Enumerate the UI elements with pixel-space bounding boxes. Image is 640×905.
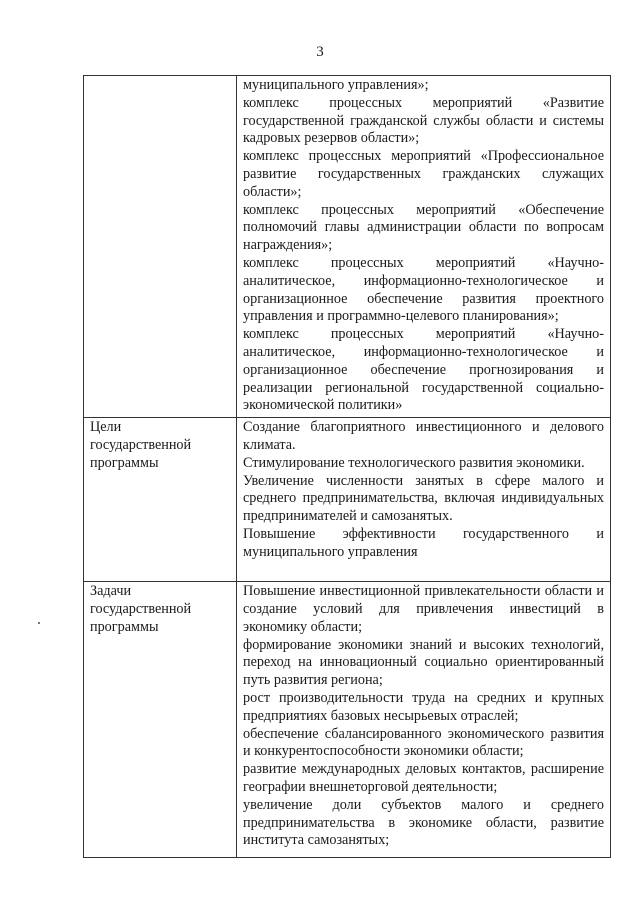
content-paragraph: Повышение эффективности государственного и муниципального управления <box>243 525 604 560</box>
page-number: 3 <box>316 44 324 60</box>
label-line: Цели <box>90 419 122 436</box>
table-row-continuation <box>84 76 611 418</box>
label-line: государственной <box>90 436 192 453</box>
content-paragraph: формирование экономики знаний и высоких технологий, переход на инновационный социально ориентированный путь развития региона; <box>243 636 604 689</box>
content-paragraph: комплекс процессных мероприятий «Профессиональное развитие государственных гражданских служащих области»; <box>243 148 604 200</box>
content-paragraph: Повышение инвестиционной привлекательности области и создание условий для привлечения инвестиций в экономику области; <box>243 583 604 635</box>
content-paragraph: Увеличение численности занятых в сфере малого и среднего предпринимательства, включая индивидуальных предпринимателей и самозанятых. <box>243 472 604 525</box>
content-paragraph: Создание благоприятного инвестиционного и делового климата. <box>243 419 604 453</box>
row-content <box>237 582 611 858</box>
content-paragraph: комплекс процессных мероприятий «Научно-аналитическое, информационно-технологическое и организационное обеспечение развития проектного управления и программно-целевого планирования»; <box>243 254 604 325</box>
row-content <box>237 418 611 582</box>
table-row-goals <box>84 418 611 582</box>
program-passport-table <box>83 75 611 858</box>
row-label <box>84 418 237 582</box>
row-content <box>237 76 611 418</box>
content-paragraph: комплекс процессных мероприятий «Обеспечение полномочий главы администрации области по вопросам награждения»; <box>243 201 604 254</box>
label-line: государственной <box>90 600 192 617</box>
content-paragraph: увеличение доли субъектов малого и среднего предпринимательства в экономике области, развитие института самозанятых; <box>243 796 604 849</box>
content-paragraph: комплекс процессных мероприятий «Развитие государственной гражданской службы области и системы кадровых резервов области»; <box>243 94 604 147</box>
scan-speck <box>38 622 40 624</box>
content-paragraph: муниципального управления»; <box>243 77 429 93</box>
label-line: Задачи <box>90 583 132 600</box>
content-paragraph: комплекс процессных мероприятий «Научно-аналитическое, информационно-технологическое и организационное обеспечение прогнозирования и реализации региональной государственной социально-экономической политики» <box>243 326 604 414</box>
content-paragraph: Стимулирование технологического развития экономики. <box>243 454 585 471</box>
content-paragraph: развитие международных деловых контактов, расширение географии внешнеторговой деятельности; <box>243 761 604 795</box>
row-label <box>84 582 237 858</box>
row-label-empty <box>84 76 237 418</box>
label-line: программы <box>90 618 159 635</box>
content-paragraph: рост производительности труда на средних и крупных предприятиях базовых несырьевых отраслей; <box>243 689 604 724</box>
label-line: программы <box>90 454 159 471</box>
table-row-tasks <box>84 582 611 858</box>
content-paragraph: обеспечение сбалансированного экономического развития и конкурентоспособности экономики области; <box>243 725 604 760</box>
